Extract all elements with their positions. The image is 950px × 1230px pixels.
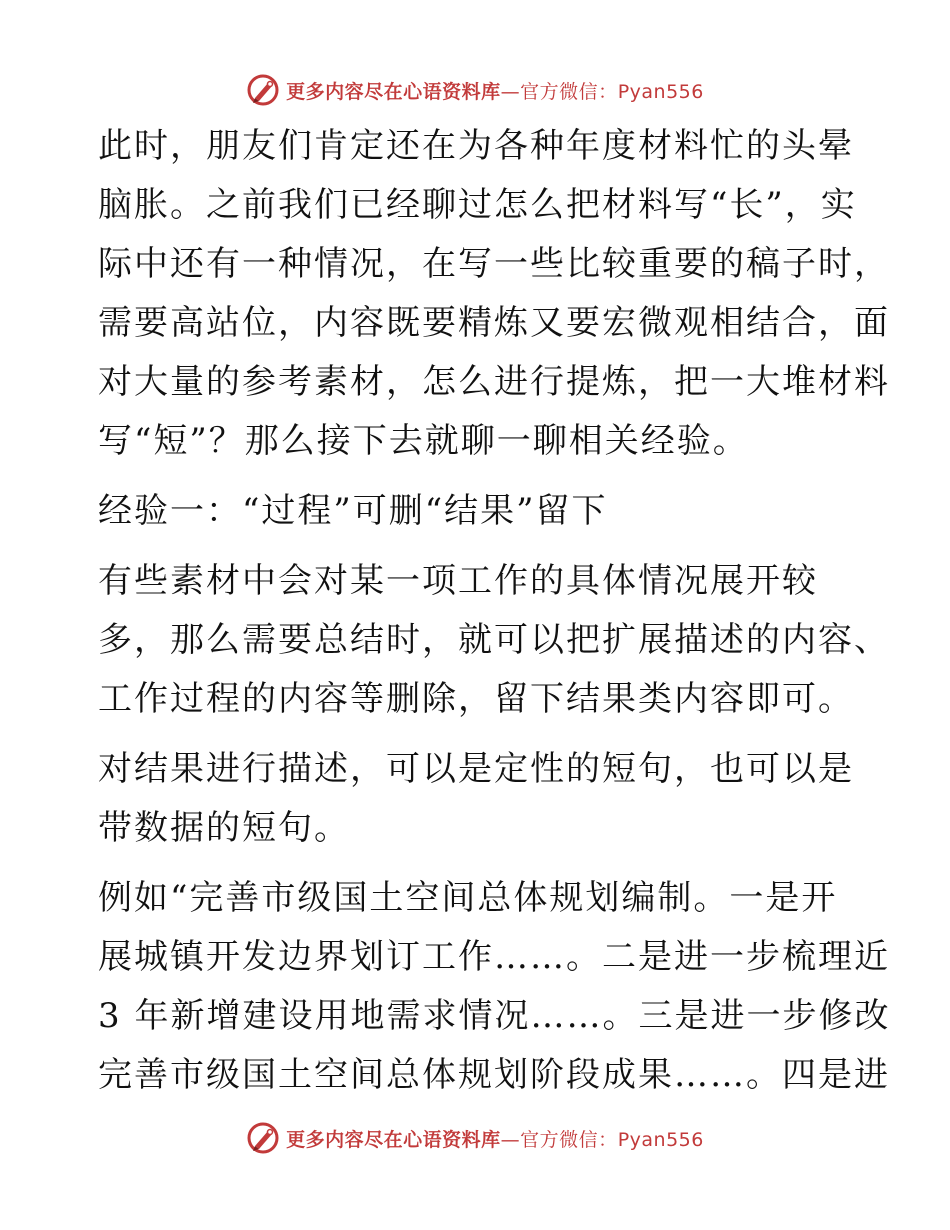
document-body <box>98 117 891 1116</box>
footer-banner-wechat-label: 官方微信： <box>520 1128 618 1151</box>
pen-logo-icon <box>246 73 280 107</box>
text-line: 多，那么需要总结时，就可以把扩展描述的内容、 <box>98 620 890 660</box>
text-line: 完善市级国土空间总体规划阶段成果……。四是进 <box>98 1055 890 1095</box>
text-line: 有些素材中会对某一项工作的具体情况展开较 <box>98 561 818 601</box>
header-banner-content <box>246 73 704 107</box>
text-line: 际中还有一种情况，在写一些比较重要的稿子时， <box>98 244 890 284</box>
text-line: 带数据的短句。 <box>98 808 350 848</box>
footer-banner-main-text: 更多内容尽在心语资料库 <box>286 1128 501 1151</box>
header-banner-wechat-label: 官方微信： <box>520 80 618 103</box>
text-line: 此时，朋友们肯定还在为各种年度材料忙的头晕 <box>98 126 854 166</box>
paragraph-example <box>98 869 891 1105</box>
text-line: 经验一：“过程”可删“结果”留下 <box>98 491 608 531</box>
header-banner-text <box>286 77 704 104</box>
footer-banner <box>0 1118 950 1158</box>
text-line: 对大量的参考素材，怎么进行提炼，把一大堆材料 <box>98 362 890 402</box>
paragraph-result-description <box>98 740 858 858</box>
header-banner-separator: — <box>500 80 521 103</box>
footer-banner-text <box>286 1125 704 1152</box>
header-banner-main-text: 更多内容尽在心语资料库 <box>286 80 501 103</box>
text-line: 脑胀。之前我们已经聊过怎么把材料写“长”，实 <box>98 185 857 225</box>
footer-banner-separator: — <box>500 1128 521 1151</box>
text-line: 3 年新增建设用地需求情况……。三是进一步修改 <box>98 996 891 1036</box>
paragraph-intro <box>98 117 890 471</box>
text-line: 展城镇开发边界划订工作……。二是进一步梳理近 <box>98 937 890 977</box>
text-line: 对结果进行描述，可以是定性的短句，也可以是 <box>98 749 854 789</box>
header-banner-wechat-id: Pyan556 <box>617 80 704 103</box>
paragraph-experience-one <box>98 552 890 729</box>
section-heading <box>98 482 858 541</box>
pen-logo-icon <box>246 1121 280 1155</box>
text-line: 需要高站位，内容既要精炼又要宏微观相结合，面 <box>98 303 890 343</box>
text-line: 写“短”？那么接下去就聊一聊相关经验。 <box>98 421 749 461</box>
header-banner <box>0 70 950 110</box>
footer-banner-content <box>246 1121 704 1155</box>
footer-banner-wechat-id: Pyan556 <box>617 1128 704 1151</box>
text-line: 工作过程的内容等删除，留下结果类内容即可。 <box>98 679 854 719</box>
text-line: 例如“完善市级国土空间总体规划编制。一是开 <box>98 878 838 918</box>
